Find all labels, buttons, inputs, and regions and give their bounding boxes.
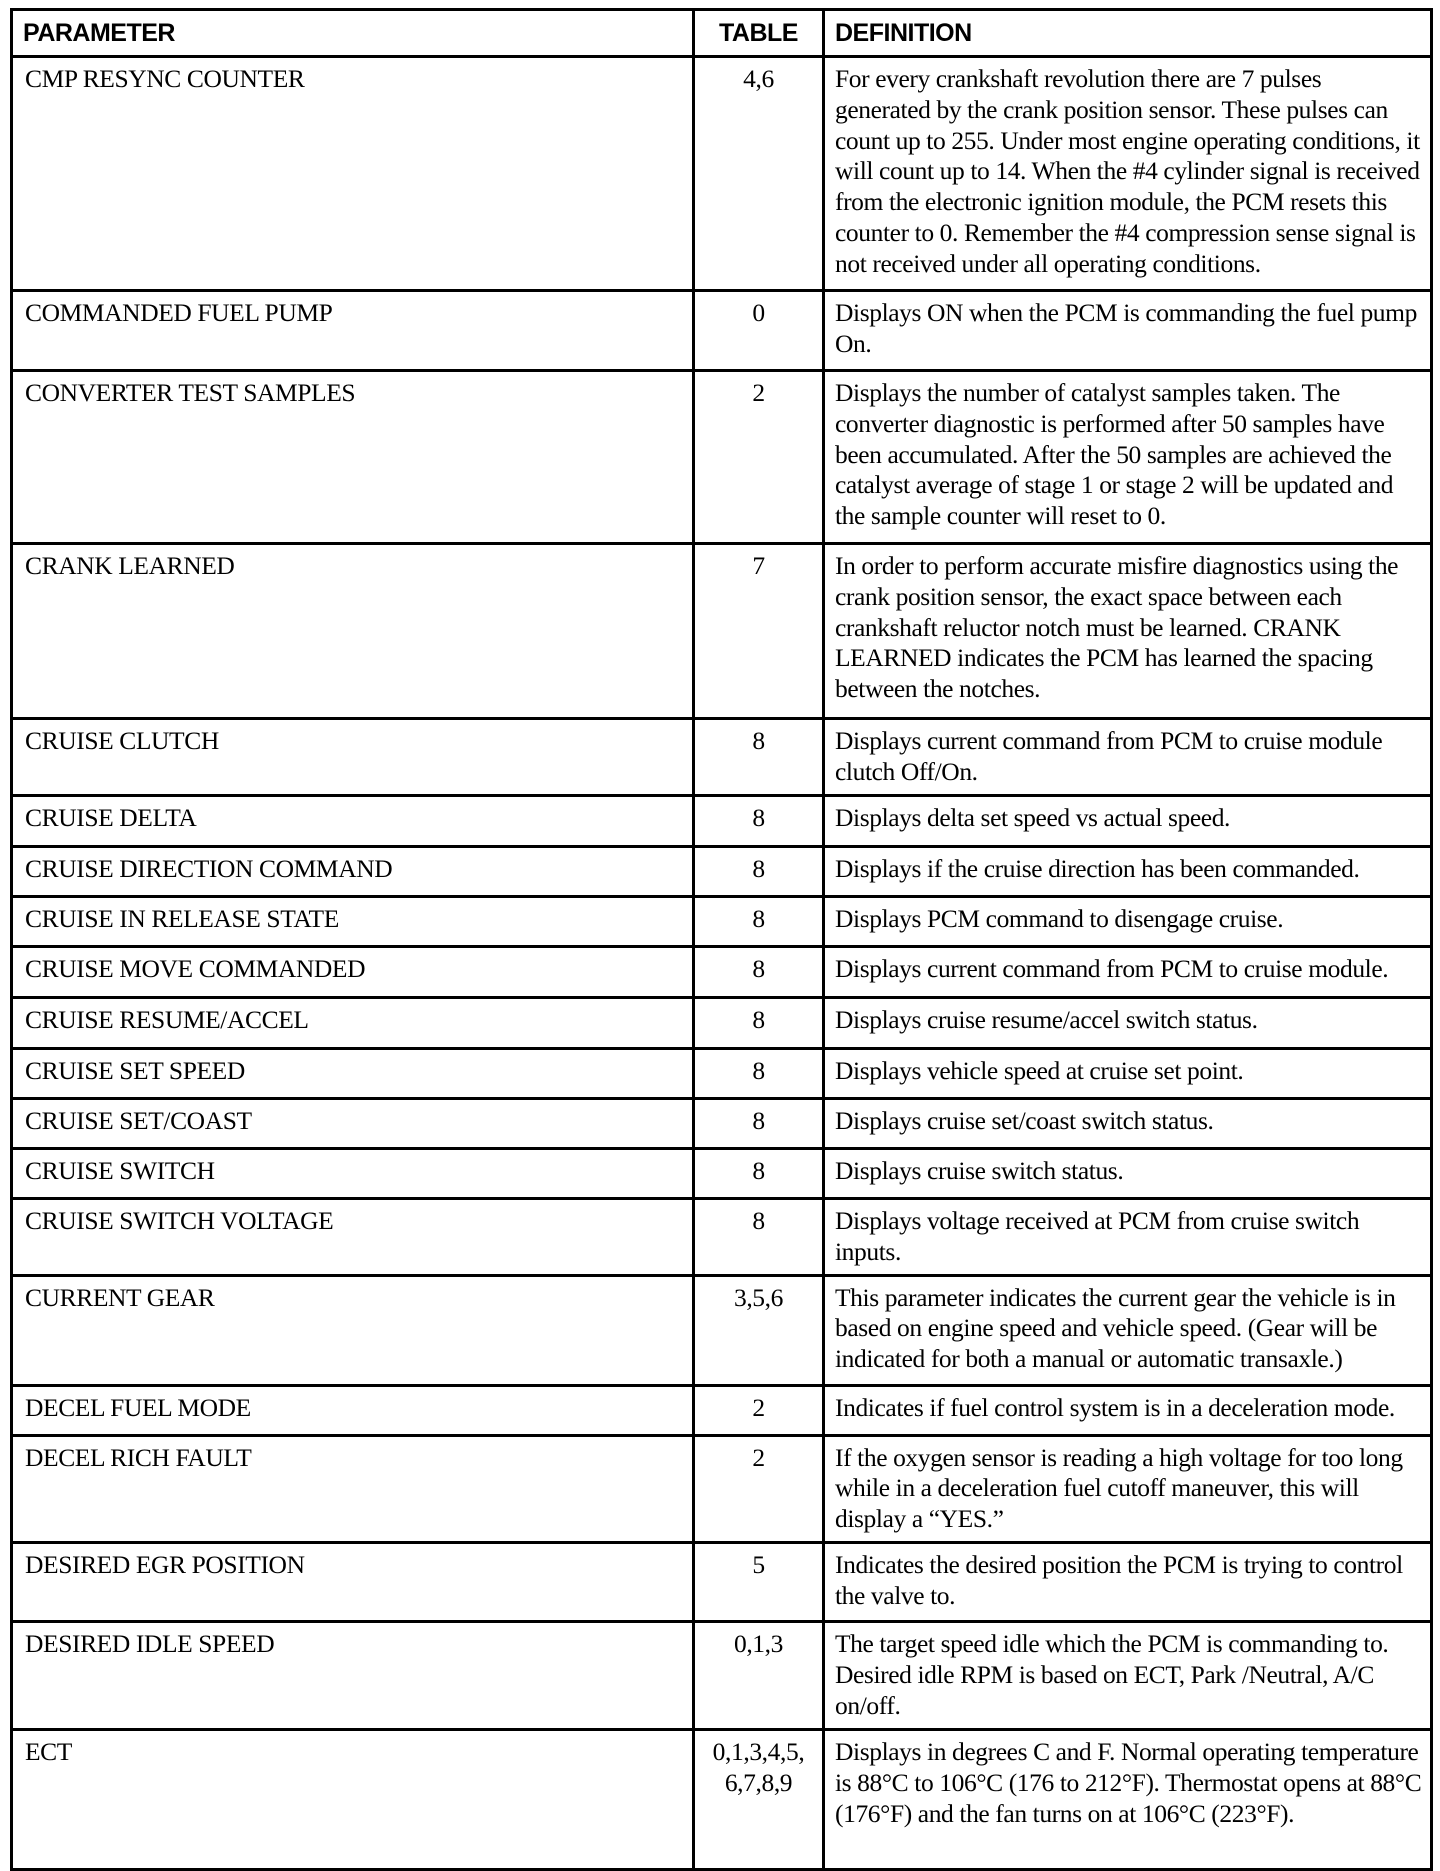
- definition-cell: Displays cruise set/coast switch status.: [824, 1099, 1432, 1149]
- parameter-cell: CRUISE DIRECTION COMMAND: [12, 847, 694, 897]
- table-row: [12, 1149, 1432, 1199]
- parameter-definition-table: [10, 8, 1433, 1871]
- definition-cell: Displays in degrees C and F. Normal operating temperature is 88°C to 106°C (176 to 212°F). Thermostat opens at 88°C (176°F) and the fan turns on at 106°C (223°F).: [824, 1729, 1432, 1869]
- table-row: [12, 291, 1432, 371]
- table-number-cell: 0,1,3: [694, 1621, 824, 1729]
- parameter-cell: ECT: [12, 1729, 694, 1869]
- parameter-reference-sheet: [10, 8, 1430, 1871]
- parameter-cell: CRUISE SWITCH: [12, 1149, 694, 1199]
- table-row: [12, 1729, 1432, 1869]
- definition-cell: Displays current command from PCM to cruise module.: [824, 947, 1432, 998]
- table-row: [12, 719, 1432, 796]
- parameter-cell: CRUISE CLUTCH: [12, 719, 694, 796]
- definition-cell: Displays vehicle speed at cruise set point.: [824, 1049, 1432, 1099]
- parameter-cell: CRANK LEARNED: [12, 544, 694, 719]
- definition-cell: Displays the number of catalyst samples taken. The converter diagnostic is performed after 50 samples have been accumulated. After the 50 samples are achieved the catalyst average of stage 1 or stage 2 will be updated and the sample counter will reset to 0.: [824, 371, 1432, 544]
- table-row: [12, 1099, 1432, 1149]
- table-number-cell: 8: [694, 1199, 824, 1276]
- parameter-cell: CURRENT GEAR: [12, 1275, 694, 1385]
- parameter-cell: DESIRED EGR POSITION: [12, 1542, 694, 1621]
- parameter-cell: DECEL RICH FAULT: [12, 1435, 694, 1542]
- definition-cell: Indicates the desired position the PCM is trying to control the valve to.: [824, 1542, 1432, 1621]
- table-number-cell: 2: [694, 1385, 824, 1435]
- table-number-cell: 2: [694, 1435, 824, 1542]
- table-row: [12, 947, 1432, 998]
- definition-cell: If the oxygen sensor is reading a high voltage for too long while in a deceleration fuel cutoff maneuver, this will display a “YES.”: [824, 1435, 1432, 1542]
- table-row: [12, 1435, 1432, 1542]
- parameter-cell: COMMANDED FUEL PUMP: [12, 291, 694, 371]
- definition-cell: Displays delta set speed vs actual speed.: [824, 796, 1432, 847]
- table-number-cell: 0: [694, 291, 824, 371]
- table-row: [12, 1049, 1432, 1099]
- table-number-cell: 8: [694, 998, 824, 1049]
- table-row: [12, 544, 1432, 719]
- table-row: [12, 1542, 1432, 1621]
- column-header-table: TABLE: [694, 10, 824, 57]
- table-number-cell: 8: [694, 947, 824, 998]
- definition-cell: This parameter indicates the current gear the vehicle is in based on engine speed and vehicle speed. (Gear will be indicated for both a manual or automatic transaxle.): [824, 1275, 1432, 1385]
- table-row: [12, 796, 1432, 847]
- table-number-cell: 8: [694, 1149, 824, 1199]
- table-number-cell: 8: [694, 1049, 824, 1099]
- parameter-cell: CRUISE IN RELEASE STATE: [12, 897, 694, 947]
- definition-cell: Displays voltage received at PCM from cruise switch inputs.: [824, 1199, 1432, 1276]
- parameter-cell: CRUISE SET/COAST: [12, 1099, 694, 1149]
- table-number-cell: 0,1,3,4,5, 6,7,8,9: [694, 1729, 824, 1869]
- definition-cell: Displays PCM command to disengage cruise.: [824, 897, 1432, 947]
- table-row: [12, 1275, 1432, 1385]
- definition-cell: Indicates if fuel control system is in a deceleration mode.: [824, 1385, 1432, 1435]
- table-number-cell: 8: [694, 796, 824, 847]
- parameter-cell: DESIRED IDLE SPEED: [12, 1621, 694, 1729]
- parameter-cell: CRUISE MOVE COMMANDED: [12, 947, 694, 998]
- column-header-parameter: PARAMETER: [12, 10, 694, 57]
- table-number-cell: 3,5,6: [694, 1275, 824, 1385]
- table-row: [12, 1199, 1432, 1276]
- parameter-cell: CONVERTER TEST SAMPLES: [12, 371, 694, 544]
- table-row: [12, 371, 1432, 544]
- table-row: [12, 1385, 1432, 1435]
- table-row: [12, 1621, 1432, 1729]
- table-row: [12, 897, 1432, 947]
- table-number-cell: 2: [694, 371, 824, 544]
- parameter-cell: CRUISE SWITCH VOLTAGE: [12, 1199, 694, 1276]
- parameter-cell: CRUISE RESUME/ACCEL: [12, 998, 694, 1049]
- definition-cell: Displays current command from PCM to cruise module clutch Off/On.: [824, 719, 1432, 796]
- definition-cell: The target speed idle which the PCM is commanding to. Desired idle RPM is based on ECT, Park /Neutral, A/C on/off.: [824, 1621, 1432, 1729]
- table-header-row: [12, 10, 1432, 57]
- table-number-cell: 5: [694, 1542, 824, 1621]
- table-row: [12, 847, 1432, 897]
- table-number-cell: 8: [694, 897, 824, 947]
- table-number-cell: 4,6: [694, 57, 824, 291]
- table-row: [12, 998, 1432, 1049]
- column-header-definition: DEFINITION: [824, 10, 1432, 57]
- definition-cell: Displays cruise switch status.: [824, 1149, 1432, 1199]
- table-row: [12, 57, 1432, 291]
- definition-cell: Displays if the cruise direction has been commanded.: [824, 847, 1432, 897]
- table-number-cell: 8: [694, 847, 824, 897]
- definition-cell: Displays cruise resume/accel switch status.: [824, 998, 1432, 1049]
- table-number-cell: 7: [694, 544, 824, 719]
- definition-cell: Displays ON when the PCM is commanding the fuel pump On.: [824, 291, 1432, 371]
- table-number-cell: 8: [694, 1099, 824, 1149]
- parameter-cell: CRUISE DELTA: [12, 796, 694, 847]
- parameter-cell: CMP RESYNC COUNTER: [12, 57, 694, 291]
- parameter-cell: DECEL FUEL MODE: [12, 1385, 694, 1435]
- table-number-cell: 8: [694, 719, 824, 796]
- definition-cell: For every crankshaft revolution there are 7 pulses generated by the crank position sensor. These pulses can count up to 255. Under most engine operating conditions, it will count up to 14. When the #4 cylinder signal is received from the electronic ignition module, the PCM resets this counter to 0. Remember the #4 compression sense signal is not received under all operating conditions.: [824, 57, 1432, 291]
- parameter-cell: CRUISE SET SPEED: [12, 1049, 694, 1099]
- definition-cell: In order to perform accurate misfire diagnostics using the crank position sensor, the exact space between each crankshaft reluctor notch must be learned. CRANK LEARNED indicates the PCM has learned the spacing between the notches.: [824, 544, 1432, 719]
